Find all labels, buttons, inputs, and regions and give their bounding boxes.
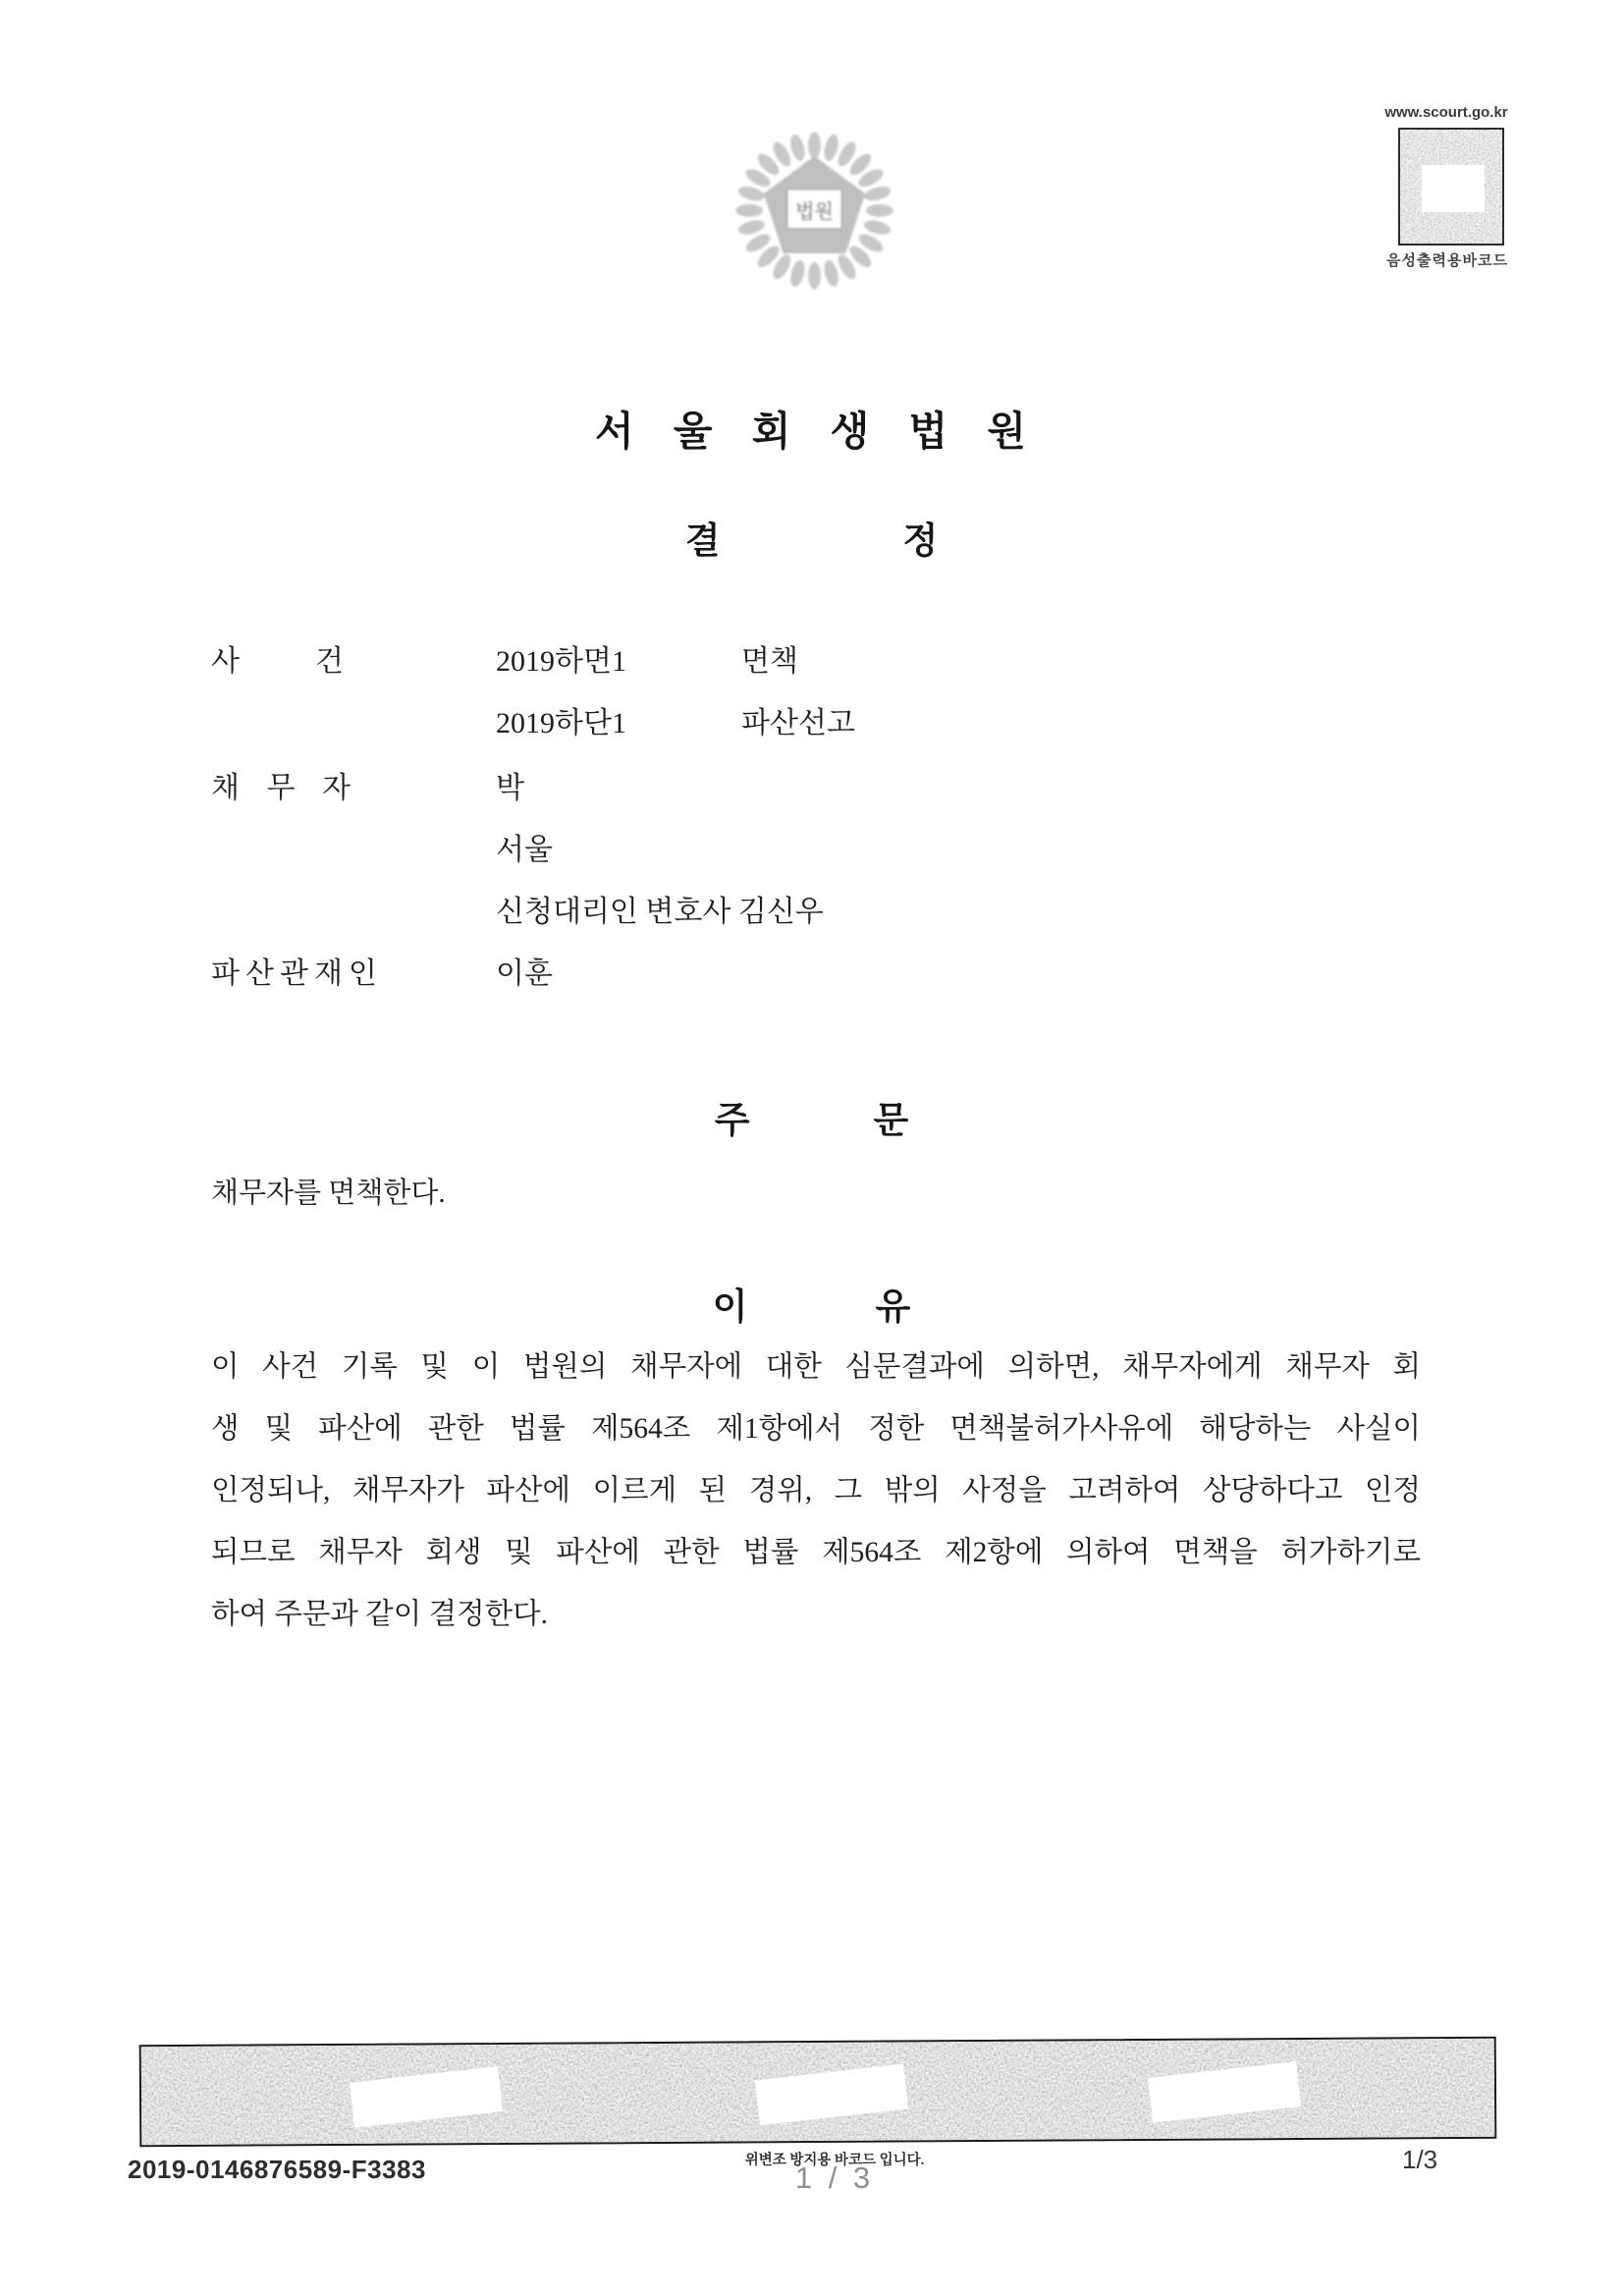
reason-line: 되므로 채무자 회생 및 파산에 관한 법률 제564조 제2항에 의하여 면책을 허가하기로 bbox=[211, 1537, 1421, 1568]
trustee-name: 이훈 bbox=[496, 957, 553, 990]
barcode-note: 위변조 방지용 바코드 입니다. bbox=[744, 2153, 925, 2168]
debtor-name: 박 bbox=[496, 772, 524, 804]
page-number: 1/3 bbox=[1402, 2145, 1438, 2174]
debtor-address: 서울 bbox=[496, 834, 553, 866]
reason-paragraph bbox=[211, 1347, 1421, 1657]
attorney-name: 신청대리인 변호사 김신우 bbox=[496, 896, 824, 928]
order-heading-char: 문 bbox=[873, 1101, 909, 1141]
doc-type-char: 결 bbox=[684, 521, 721, 562]
anti-forgery-barcode bbox=[139, 2037, 1497, 2147]
reason-line: 생 및 파산에 관한 법률 제564조 제1항에서 정한 면책불허가사유에 해당하는 사실이 bbox=[211, 1413, 1421, 1445]
trustee-label: 파산관재인 bbox=[211, 957, 383, 990]
document-code: 2019-0146876589-F3383 bbox=[128, 2155, 426, 2184]
doc-type-char: 정 bbox=[902, 521, 939, 562]
order-heading bbox=[0, 1090, 1623, 1143]
case-row bbox=[211, 636, 798, 685]
case-number: 2019하단1 bbox=[496, 707, 626, 739]
scourt-url-text: www.scourt.go.kr bbox=[1384, 104, 1508, 121]
reason-heading-char: 이 bbox=[712, 1287, 748, 1328]
emblem-label: 법원 bbox=[795, 201, 834, 224]
voice-barcode-caption: 음성출력용바코드 bbox=[1386, 253, 1508, 269]
court-emblem-icon bbox=[724, 131, 905, 300]
reason-heading-char: 유 bbox=[875, 1287, 911, 1328]
case-name: 면책 bbox=[741, 645, 798, 678]
case-number: 2019하면1 bbox=[496, 645, 626, 678]
trustee-row bbox=[211, 949, 553, 998]
case-label: 사 건 bbox=[211, 645, 344, 678]
case-name: 파산선고 bbox=[741, 707, 855, 739]
debtor-label: 채 무 자 bbox=[211, 772, 351, 804]
order-body: 채무자를 면책한다. bbox=[211, 1177, 446, 1209]
barcode-redaction-box bbox=[1422, 165, 1485, 212]
reason-heading bbox=[0, 1277, 1623, 1330]
order-heading-char: 주 bbox=[714, 1101, 750, 1141]
court-name-title: 서 울 회 생 법 원 bbox=[595, 409, 1028, 454]
debtor-row bbox=[211, 763, 524, 812]
reason-line: 이 사건 기록 및 이 법원의 채무자에 대한 심문결과에 의하면, 채무자에게 채무자 회 bbox=[211, 1351, 1421, 1383]
doc-type-heading bbox=[0, 511, 1623, 564]
center-page-number: 1 / 3 bbox=[794, 2160, 875, 2195]
reason-line: 인정되나, 채무자가 파산에 이르게 된 경위, 그 밖의 사정을 고려하여 상당하다고 인정 bbox=[211, 1475, 1421, 1506]
voice-barcode bbox=[1398, 128, 1504, 246]
reason-line: 하여 주문과 같이 결정한다. bbox=[211, 1599, 548, 1630]
